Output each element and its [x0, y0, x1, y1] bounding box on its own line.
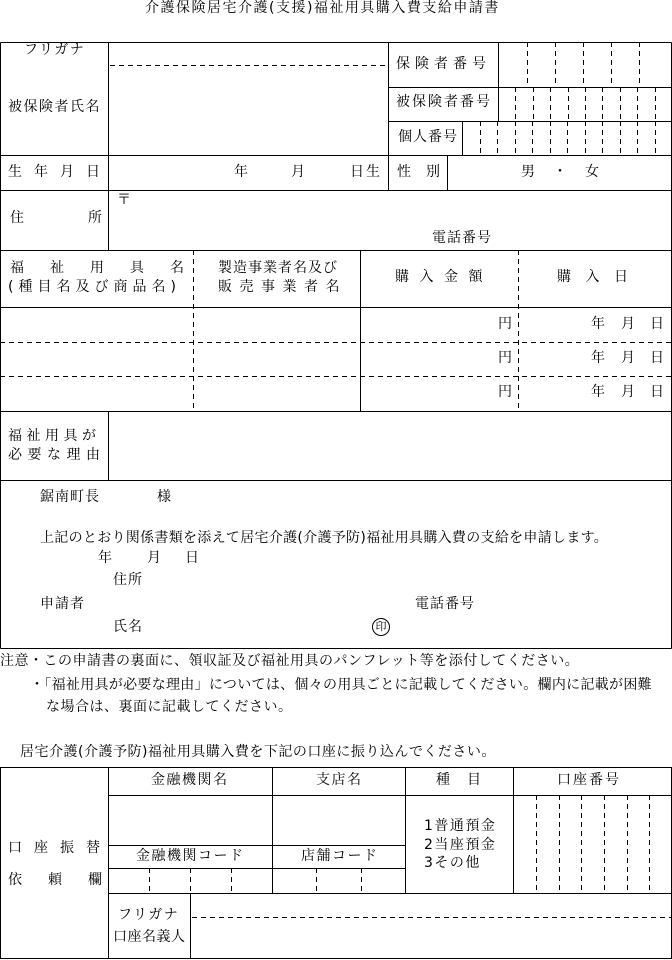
bank-instruction: 居宅介護(介護予防)福祉用具購入費を下記の口座に振り込んでください。: [20, 744, 496, 760]
item-row: [1, 343, 671, 376]
bank-name-field: [109, 796, 272, 845]
day-mark: 日: [650, 350, 665, 366]
day-mark: 日: [650, 384, 665, 400]
yen-mark: 円: [498, 316, 513, 332]
seal-mark: 印: [372, 618, 390, 636]
year-mark: 年: [591, 384, 606, 400]
holder-name-field: [191, 918, 671, 958]
seller-header: 販売事業者名: [218, 279, 347, 295]
bank-code-field: [109, 869, 272, 893]
day-mark: 日: [650, 316, 665, 332]
application-day-mark: 日: [185, 550, 200, 566]
applicant-address-label: 住所: [113, 572, 143, 588]
bank-name-label: 金融機関名: [151, 772, 229, 788]
addressee: 鋸南町長: [40, 489, 100, 505]
insured-number-label: 被保険者番号: [396, 94, 492, 110]
birthdate-label: 生年月日: [8, 164, 112, 180]
holder-furigana-label: フリガナ: [118, 907, 180, 923]
birth-day-mark: 日生: [350, 164, 382, 180]
branch-code-field: [273, 869, 405, 893]
address-label: 住所: [10, 210, 166, 226]
insured-furigana-field: [109, 43, 388, 65]
honorific: 様: [157, 489, 172, 505]
year-mark: 年: [591, 316, 606, 332]
item-name-header: 福祉用具名: [10, 260, 210, 276]
account-type-option: 1普通預金: [424, 818, 497, 834]
item-row: [1, 308, 671, 342]
note-line-3: な場合は、裏面に記載してください。: [46, 699, 293, 715]
insured-number-field: [499, 88, 671, 121]
sex-label: 性別: [397, 164, 455, 180]
note-line-1: 注意・この申請書の裏面に、領収証及び福祉用具のパンフレット等を添付してください。: [0, 653, 580, 669]
account-type-label: 種目: [436, 772, 498, 788]
application-year-mark: 年: [98, 550, 113, 566]
item-row: [1, 377, 671, 411]
address-field: [109, 191, 671, 250]
address-phone-label: 電話番号: [432, 230, 492, 246]
purchase-amount-header: 購入金額: [395, 269, 493, 285]
insured-name-field: [109, 66, 388, 155]
applicant-label: 申請者: [40, 596, 85, 612]
account-holder-label: 口座名義人: [113, 929, 186, 945]
purchase-date-header: 購入日: [557, 269, 643, 285]
applicant-phone-label: 電話番号: [415, 596, 475, 612]
insured-name-label: 被保険者氏名: [8, 99, 101, 115]
form-title: 介護保険居宅介護(支援)福祉用具購入費支給申請書: [145, 0, 500, 16]
reason-label-line1: 福祉用具が: [8, 428, 101, 444]
branch-code-label: 店舗コード: [301, 848, 379, 864]
furigana-label: フリガナ: [24, 42, 86, 58]
birth-month-mark: 月: [291, 164, 306, 180]
reason-label-line2: 必要な理由: [8, 447, 106, 463]
yen-mark: 円: [498, 350, 513, 366]
maker-header: 製造事業者名及び: [218, 260, 338, 276]
account-number-field: [514, 796, 671, 893]
account-number-label: 口座番号: [557, 772, 621, 788]
holder-furigana-field: [191, 894, 671, 917]
item-name-subheader: (種目名及び商品名): [8, 279, 181, 295]
note-line-2: ・「福祉用具が必要な理由」については、個々の用具ごとに記載してください。欄内に記載が困難: [30, 677, 652, 693]
month-mark: 月: [621, 316, 636, 332]
month-mark: 月: [621, 384, 636, 400]
month-mark: 月: [621, 350, 636, 366]
postal-mark: 〒: [117, 192, 132, 208]
application-month-mark: 月: [147, 550, 162, 566]
yen-mark: 円: [498, 384, 513, 400]
bank-code-label: 金融機関コード: [136, 848, 245, 864]
declaration-statement: 上記のとおり関係書類を添えて居宅介護(介護予防)福祉用具購入費の支給を申請します。: [40, 530, 609, 546]
personal-number-field: [463, 122, 671, 155]
bank-section-label-line2: 依頼欄: [8, 872, 128, 888]
branch-name-field: [273, 796, 405, 845]
account-type-option: 2当座預金: [424, 837, 497, 853]
personal-number-label: 個人番号: [398, 129, 458, 145]
sex-options: 男・女: [521, 164, 617, 180]
bank-section-label-line1: 口座振替: [8, 840, 112, 856]
year-mark: 年: [591, 350, 606, 366]
insurer-number-field: [499, 43, 671, 87]
branch-name-label: 支店名: [316, 772, 363, 788]
applicant-name-label: 氏名: [113, 619, 143, 635]
insurer-number-label: 保険者番号: [396, 56, 491, 72]
birth-year-mark: 年: [234, 164, 249, 180]
reason-field: [109, 412, 671, 480]
account-type-option: 3その他: [424, 855, 481, 871]
